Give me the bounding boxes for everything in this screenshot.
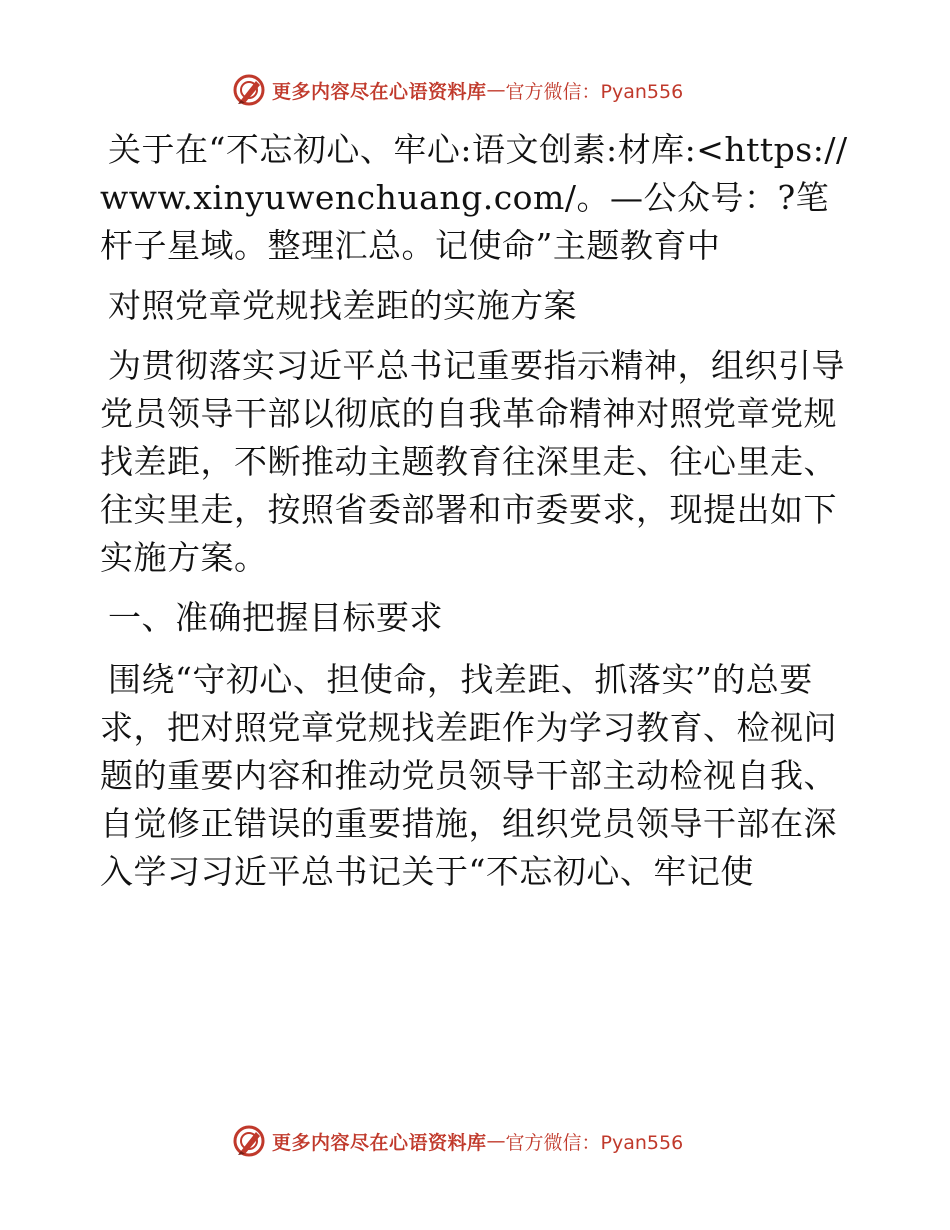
watermark-sub-text: 官方微信：Pyan556 (505, 1131, 684, 1154)
document-title-paragraph: 关于在“不忘初心、牢心:语文创素:材库:<https://www.xinyuwenchuang.com/。—公众号：?笔杆子星域。整理汇总。记使命”主题教育中 (100, 130, 848, 265)
document-body (100, 126, 860, 908)
watermark-banner-bottom (232, 1121, 683, 1161)
pen-logo-icon (232, 73, 266, 107)
watermark-sub-text: 官方微信：Pyan556 (505, 80, 684, 103)
watermark-banner-top (232, 70, 683, 110)
pen-logo-icon (232, 1124, 266, 1158)
section-paragraph: 围绕“守初心、担使命，找差距、抓落实”的总要求，把对照党章党规找差距作为学习教育、检视问题的重要内容和推动党员领导干部主动检视自我、自觉修正错误的重要措施，组织党员领导干部在深入学习习近平总书记关于“不忘初心、牢记使 (100, 660, 837, 891)
watermark-main-text: 更多内容尽在心语资料库 (272, 80, 487, 103)
watermark-dash: — (486, 79, 506, 101)
intro-paragraph: 为贯彻落实习近平总书记重要指示精神，组织引导党员领导干部以彻底的自我革命精神对照党章党规找差距，不断推动主题教育往深里走、往心里走、往实里走，按照省委部署和市委要求，现提出如下实施方案。 (100, 346, 845, 577)
document-subtitle: 对照党章党规找差距的实施方案 (108, 286, 577, 325)
watermark-main-text: 更多内容尽在心语资料库 (272, 1131, 487, 1154)
watermark-dash: — (486, 1130, 506, 1152)
section-heading: 一、准确把握目标要求 (108, 598, 443, 637)
